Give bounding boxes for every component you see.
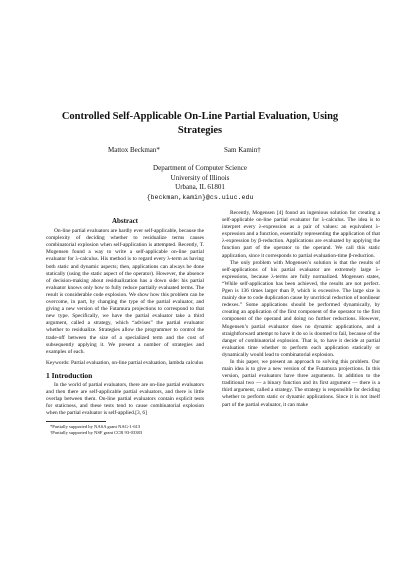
footnote-2: †Partially supported by NSF grant CCR 93-03383 (50, 430, 143, 436)
author-beckman: Mattox Beckman* (108, 146, 160, 154)
abstract-heading: Abstract (111, 217, 139, 225)
keywords: Keywords: Partial evaluation, on-line partial evaluation, lambda calculus (46, 359, 204, 366)
abstract-text: On-line partial evaluators are hardly ever self-applicable, because the complexity of deciding whether to residualize terms causes combinatorial explosion when self-application is attempted. Recently, T. Mogensen found a way to write a self-applicable on-line partial evaluator for λ-calculus. His method is to regard every λ-term as having both static and dynamic aspects; then, applications can always be done statically (using the static aspect of the operator). However, the absence of decision-making about residualization has a down side: his partial evaluator knows only how to fully reduce partially evaluated terms. The result is considerable code explosion. We show how this problem can be overcome, in part, by changing the type of the partial evaluator, and giving a new version of the Futamura projections to correspond to that new type. Specifically, we have the partial evaluator take a third argument, called a strategy, which “advises” the partial evaluator whether to residualize. Strategies allow the programmer to control the trade-off between the size of a specialized term and the cost of subsequently applying it. We present a number of strategies and examples of each. (46, 228, 204, 355)
right-paragraph-3: In this paper, we present an approach to solving this problem. Our main idea is to give a new version of the Futamura projections. In this version, partial evaluators have three arguments. In addition to the traditional two — a binary function and its first argument — there is a third argument, called a strategy. The strategy is responsible for deciding whether to perform static or dynamic applications. Since it is not itself part of the partial evaluator, it can make (222, 358, 380, 408)
section-introduction-heading: 1 Introduction (46, 370, 93, 380)
affiliation-univ: University of Illinois (170, 173, 230, 182)
right-paragraph-2: The only problem with Mogensen’s solution is that the results of self-applications of his partial evaluator are extremely large λ-expressions, because λ-terms are fully normalized. Mogensen states, “While self-application has been achieved, the results are not perfect. Pgen is 136 times larger than P, which is excessive. The large size is mainly due to code duplication cause by uncritical reduction of nonlinear redexes.” Some applications should be performed dynamically, by creating an application of the first component of the operator to the first component of the operand and doing no further reductions. However, Mogensen’s partial evaluator does no dynamic applications, and a straightforward attempt to have it do so is doomed to fail, because of the danger of combinatorial explosion. That is, to have it decide at partial evaluation time whether to perform each application statically or dynamically would lead to combinatorial explosion. (222, 259, 380, 358)
author-emails: {beckman,kamin}@cs.uiuc.edu (146, 193, 254, 201)
right-column (222, 210, 380, 409)
footnote-1: *Partially supported by NASA grant NAG-1-613 (50, 424, 141, 430)
title-line-2: Strategies (177, 125, 223, 136)
title-line-1: Controlled Self-Applicable On-Line Partial Evaluation, Using (61, 111, 339, 122)
left-column (46, 218, 204, 436)
intro-paragraph-1: In the world of partial evaluators, there are on-line partial evaluators and then there are self-applicable partial evaluators, and there is little overlap between them. On-line partial evaluators contain explicit tests for staticness, and these tests tend to cause combinatorial explosion when the partial evaluator is self-applied.[3, 6] (46, 381, 204, 417)
affiliation-city: Urbana, IL 61801 (175, 183, 225, 192)
affiliation-dept: Department of Computer Science (153, 164, 247, 172)
author-kamin: Sam Kamin† (224, 146, 261, 154)
footnote-rule (46, 421, 106, 422)
paper-title (30, 110, 370, 138)
right-paragraph-1: Recently, Mogensen [4] found an ingenious solution for creating a self-applicable on-line partial evaluator for λ-calculus. The idea is to interpret every λ-expression as a pair of values: an equivalent λ-expression and a function, essentially representing the application of that λ-expression by β-reduction. Applications are evaluated by applying the function part of the operator to the operand. We call this static application, since it corresponds to partial evaluation-time β-reduction. (222, 210, 380, 259)
affiliation (100, 164, 300, 202)
